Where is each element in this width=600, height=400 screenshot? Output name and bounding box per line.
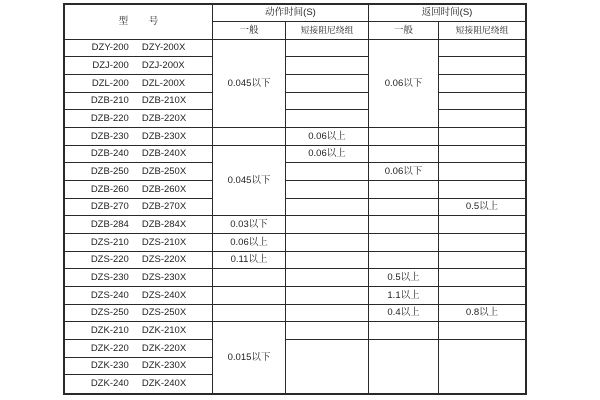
action-damping-cell [286,40,369,58]
model-cell [65,216,213,234]
return-general-cell [369,252,439,270]
action-damping-cell: 0.06以上 [286,128,369,146]
action-general-cell: 0.045以下 [213,146,286,217]
action-general-cell: 0.11以上 [213,252,286,270]
model-name: DZB-220 [90,112,129,124]
model-name: DZS-240 [90,289,129,301]
model-cell [65,128,213,146]
action-damping-cell [286,57,369,75]
model-name-x: DZS-240X [141,289,187,301]
model-cell [65,146,213,164]
return-damping-cell [439,340,525,393]
return-damping-cell [439,269,525,287]
return-damping-cell [439,75,525,93]
timing-spec-table [63,3,527,395]
return-damping-cell [439,163,525,181]
header-return-general: 一般 [369,22,439,39]
model-name: DZB-270 [90,201,129,213]
return-damping-cell [439,322,525,340]
model-name-x: DZB-260X [141,183,187,195]
model-name: DZB-230 [90,130,129,142]
return-damping-cell [439,146,525,164]
model-name-x: DZY-200X [141,42,186,54]
model-cell [65,93,213,111]
model-cell [65,375,213,393]
action-damping-cell [286,269,369,287]
action-damping-cell [286,163,369,181]
model-cell [65,181,213,199]
action-general-cell [213,128,286,146]
model-cell [65,252,213,270]
header-return-time: 返回时间(S) [369,5,525,22]
model-cell [65,269,213,287]
header-action-general: 一般 [213,22,286,39]
action-damping-cell: 0.06以上 [286,146,369,164]
return-damping-cell: 0.5以上 [439,199,525,217]
model-name: DZS-230 [90,271,129,283]
return-general-cell: 1.1以上 [369,287,439,305]
model-name: DZB-210 [90,95,129,107]
model-cell [65,358,213,376]
model-name-x: DZB-240X [141,148,187,160]
model-name-x: DZK-240X [141,378,187,390]
model-name: DZJ-200 [92,60,129,72]
model-name: DZS-250 [90,307,129,319]
return-damping-cell [439,57,525,75]
return-damping-cell [439,252,525,270]
return-general-cell [369,128,439,146]
model-name: DZK-220 [90,342,129,354]
header-action-damping: 短接阻尼绕组 [286,22,369,39]
return-general-cell [369,181,439,199]
model-cell [65,322,213,340]
model-name-x: DZK-210X [141,324,187,336]
action-damping-cell [286,93,369,111]
model-name-x: DZB-210X [141,95,187,107]
model-name: DZK-240 [90,378,129,390]
header-return-damping: 短接阻尼绕组 [439,22,525,39]
action-general-cell [213,305,286,323]
model-name-x: DZB-270X [141,201,187,213]
return-general-cell [369,216,439,234]
action-damping-cell [286,305,369,323]
return-general-cell [369,146,439,164]
model-name-x: DZK-230X [141,360,187,372]
model-cell [65,234,213,252]
model-cell [65,110,213,128]
model-name-x: DZS-250X [141,307,187,319]
model-cell [65,163,213,181]
model-name: DZY-200 [91,42,129,54]
model-name-x: DZL-200X [141,77,186,89]
return-damping-cell [439,181,525,199]
model-name-x: DZB-284X [141,218,187,230]
action-damping-cell [286,199,369,217]
model-name: DZS-220 [90,254,129,266]
action-damping-cell [286,216,369,234]
return-general-cell [369,199,439,217]
model-name: DZB-284 [90,218,129,230]
model-cell [65,287,213,305]
model-name-x: DZK-220X [141,342,187,354]
return-general-cell: 0.06以下 [369,163,439,181]
model-cell [65,40,213,58]
return-general-cell: 0.06以下 [369,40,439,128]
model-cell [65,199,213,217]
model-name: DZB-250 [90,165,129,177]
model-name-x: DZB-250X [141,165,187,177]
model-name-x: DZS-210X [141,236,187,248]
action-general-cell: 0.06以上 [213,234,286,252]
action-general-cell [213,287,286,305]
action-damping-cell [286,252,369,270]
model-name: DZS-210 [90,236,129,248]
model-name-x: DZJ-200X [141,60,185,72]
action-damping-cell [286,234,369,252]
model-cell [65,305,213,323]
model-name: DZK-230 [90,360,129,372]
action-damping-cell [286,287,369,305]
action-damping-cell [286,110,369,128]
header-action-time: 动作时间(S) [213,5,369,22]
model-name: DZB-260 [90,183,129,195]
header-model: 型 号 [65,5,213,40]
return-general-cell [369,234,439,252]
model-name-x: DZB-230X [141,130,187,142]
model-name-x: DZB-220X [141,112,187,124]
model-name: DZB-240 [90,148,129,160]
action-general-cell [213,269,286,287]
model-name-x: DZS-220X [141,254,187,266]
action-general-cell: 0.015以下 [213,322,286,393]
return-damping-cell [439,216,525,234]
return-general-cell [369,340,439,393]
return-general-cell: 0.4以上 [369,305,439,323]
model-cell [65,340,213,358]
return-damping-cell: 0.8以上 [439,305,525,323]
model-name: DZL-200 [91,77,129,89]
return-damping-cell [439,128,525,146]
return-general-cell: 0.5以上 [369,269,439,287]
action-damping-cell [286,75,369,93]
action-damping-cell [286,340,369,393]
return-damping-cell [439,287,525,305]
model-cell [65,57,213,75]
action-damping-cell [286,181,369,199]
model-cell [65,75,213,93]
return-damping-cell [439,110,525,128]
action-general-cell: 0.03以下 [213,216,286,234]
action-general-cell: 0.045以下 [213,40,286,128]
return-damping-cell [439,40,525,58]
return-general-cell [369,322,439,340]
model-name: DZK-210 [90,324,129,336]
action-damping-cell [286,322,369,340]
return-damping-cell [439,93,525,111]
return-damping-cell [439,234,525,252]
model-name-x: DZS-230X [141,271,187,283]
